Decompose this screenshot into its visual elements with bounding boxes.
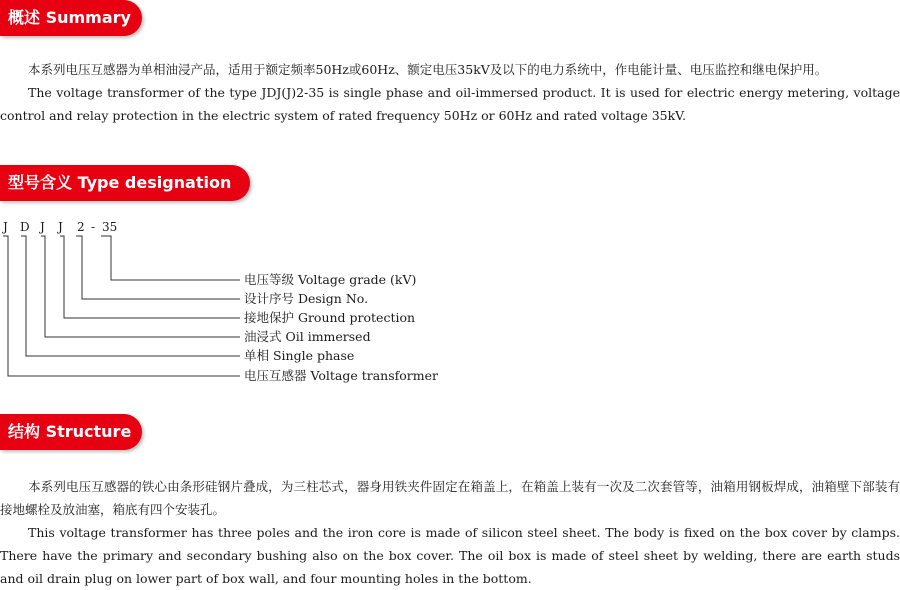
- summary-en-text: The voltage transformer of the type JDJ(J)2-35 is single phase and oil-immersed product. It is used for electric energy metering, voltage control and relay protection in the electric system of rated frequency 50Hz or 60Hz and rated voltage 35kV.: [0, 85, 900, 123]
- code-letter-1: J: [3, 220, 8, 234]
- label-ground-protection: 接地保护 Ground protection: [244, 310, 416, 325]
- label-oil-immersed: 油浸式 Oil immersed: [244, 329, 371, 344]
- code-letter-5: 2: [77, 220, 85, 234]
- structure-heading: 结构 Structure: [0, 414, 142, 450]
- label-voltage-transformer: 电压互感器 Voltage transformer: [244, 368, 438, 383]
- label-single-phase: 单相 Single phase: [244, 348, 355, 363]
- designation-heading: 型号含义 Type designation: [0, 165, 250, 201]
- structure-zh-text: 本系列电压互感器的铁心由条形硅钢片叠成，为三柱芯式，器身用铁夹件固定在箱盖上，在箱盖上装有一次及二次套管等，油箱用钢板焊成，油箱壁下部装有接地螺栓及放油塞，箱底有四个安装孔。: [0, 479, 900, 517]
- leader-line-voltage-grade: [101, 236, 240, 280]
- code-letter-4: J: [58, 220, 63, 234]
- leader-line-design-no: [76, 236, 240, 299]
- structure-text: [0, 475, 900, 590]
- structure-en-text: This voltage transformer has three poles and the iron core is made of silicon steel sheet. The body is fixed on the box cover by clamps. There have the primary and secondary bushing also on the box cover. The oil box is made of steel sheet by welding, there are earth studs and oil drain plug on lower part of box wall, and four mounting holes in the bottom.: [0, 525, 900, 586]
- leader-line-voltage-transformer: [3, 236, 240, 376]
- code-voltage: 35: [102, 220, 118, 234]
- summary-heading: 概述 Summary: [0, 0, 142, 36]
- label-voltage-grade: 电压等级 Voltage grade (kV): [244, 272, 417, 287]
- code-letter-2: D: [20, 220, 30, 234]
- summary-zh-text: 本系列电压互感器为单相油浸产品，适用于额定频率50Hz或60Hz、额定电压35kV及以下的电力系统中，作电能计量、电压监控和继电保护用。: [28, 62, 828, 77]
- structure-en: [0, 521, 900, 590]
- leader-line-single-phase: [21, 236, 240, 356]
- code-dash: -: [91, 220, 96, 234]
- label-design-no: 设计序号 Design No.: [244, 291, 369, 306]
- leader-line-oil-immersed: [41, 236, 240, 337]
- code-letter-3: J: [40, 220, 45, 234]
- structure-zh: [0, 475, 900, 521]
- leader-line-ground-protection: [60, 236, 240, 318]
